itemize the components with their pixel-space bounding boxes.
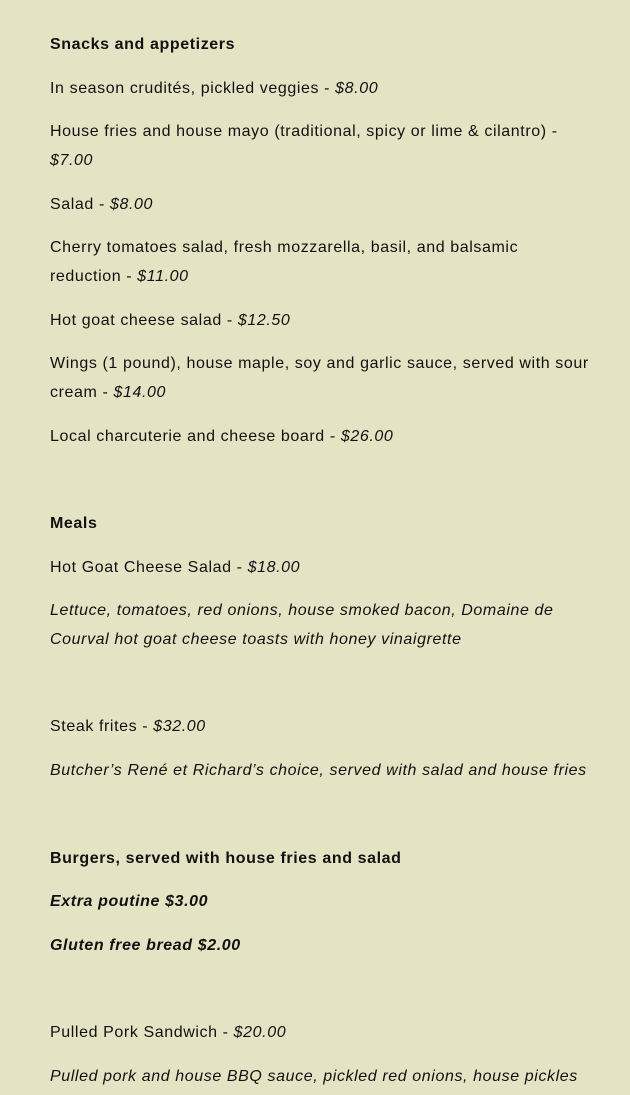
snacks-section-title: Snacks and appetizers <box>50 36 236 53</box>
item-description: Lettuce, tomatoes, red onions, house smoked bacon, Domaine de Courval hot goat cheese toasts with honey vinaigrette <box>50 602 554 648</box>
item-price: $26.00 <box>340 428 394 445</box>
item-name: Hot goat cheese salad <box>50 312 222 329</box>
item-description: Pulled pork and house BBQ sauce, pickled red onions, house pickles <box>50 1068 578 1085</box>
item-name: Wings (1 pound), house maple, soy and garlic sauce, served with sour cream <box>50 355 589 401</box>
item-description: Butcher’s René et Richard’s choice, served with salad and house fries <box>50 762 587 779</box>
menu-item-crudites <box>50 75 378 104</box>
item-price: $8.00 <box>109 196 153 213</box>
item-name: Salad <box>50 196 94 213</box>
price-separator: - <box>97 383 114 401</box>
gluten-free-bread-note: Gluten free bread $2.00 <box>50 937 241 954</box>
item-price: $11.00 <box>137 267 189 285</box>
menu-item-salad <box>50 191 153 220</box>
menu-item-cherry-tomatoes-salad <box>50 234 570 292</box>
menu-item-hot-goat-cheese-salad <box>50 307 290 336</box>
item-price: $8.00 <box>335 80 379 97</box>
item-name: House fries and house mayo (traditional, spicy or lime & cilantro) <box>50 123 547 140</box>
item-price: $20.00 <box>233 1024 287 1041</box>
menu-item-house-fries <box>50 118 590 176</box>
item-price: $14.00 <box>113 383 167 401</box>
price-separator: - <box>231 559 248 576</box>
item-price: $7.00 <box>50 151 94 169</box>
price-separator: - <box>324 428 341 445</box>
item-name: Pulled Pork Sandwich <box>50 1024 218 1041</box>
menu-item-charcuterie-board <box>50 423 393 452</box>
item-price: $12.50 <box>237 312 291 329</box>
extra-poutine-note: Extra poutine $3.00 <box>50 893 209 910</box>
item-name: Local charcuterie and cheese board <box>50 428 325 445</box>
price-separator: - <box>221 312 238 329</box>
item-name: Cherry tomatoes salad, fresh mozzarella, basil, and balsamic reduction <box>50 239 519 285</box>
item-name: In season crudités, pickled veggies <box>50 80 320 97</box>
item-price: $18.00 <box>247 559 301 576</box>
price-separator: - <box>217 1024 234 1041</box>
menu-item-hot-goat-cheese-salad-meal <box>50 554 300 583</box>
meals-section-title: Meals <box>50 515 98 532</box>
price-separator: - <box>546 123 558 140</box>
menu-item-pulled-pork-sandwich <box>50 1019 286 1048</box>
menu-item-wings <box>50 350 610 408</box>
burgers-section-title: Burgers, served with house fries and salad <box>50 850 402 867</box>
price-separator: - <box>137 718 154 735</box>
price-separator: - <box>121 267 138 285</box>
price-separator: - <box>319 80 336 97</box>
menu-item-steak-frites <box>50 713 206 742</box>
item-name: Steak frites <box>50 718 138 735</box>
item-price: $32.00 <box>153 718 206 735</box>
item-name: Hot Goat Cheese Salad <box>50 559 232 576</box>
price-separator: - <box>93 196 110 213</box>
